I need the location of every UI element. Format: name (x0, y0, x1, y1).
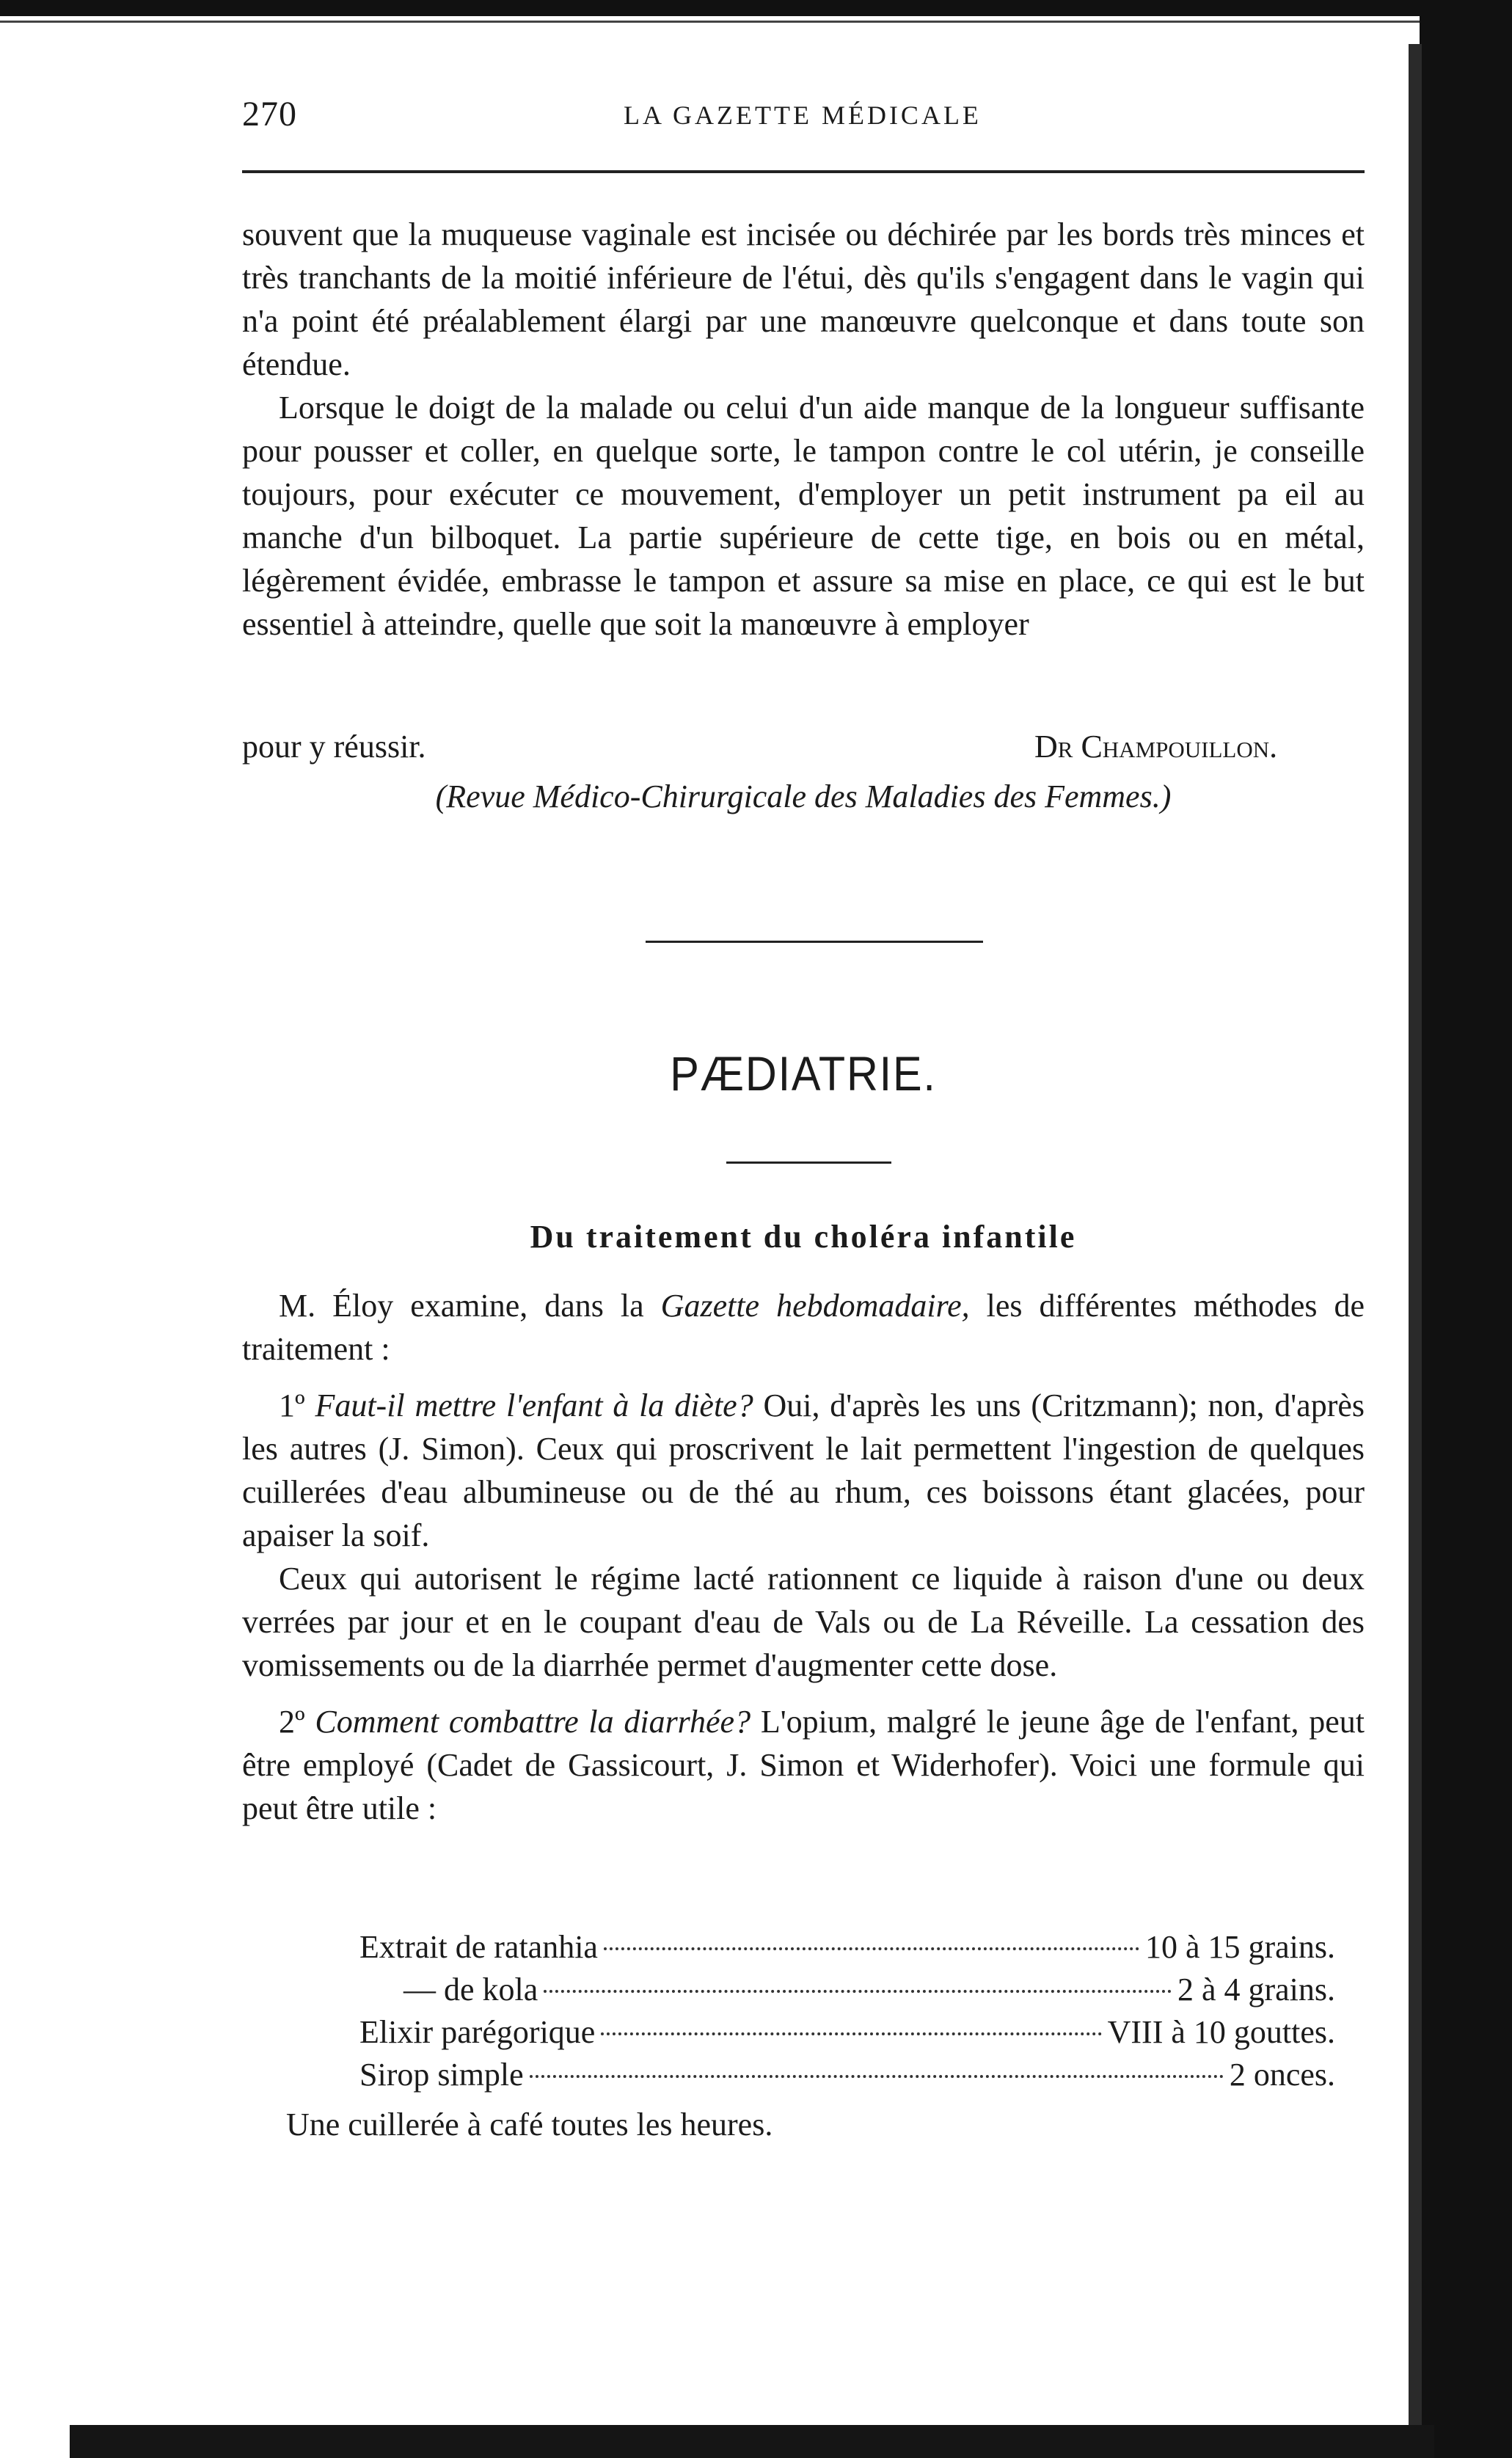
paragraph: souvent que la muqueuse vaginale est incisée ou déchirée par les bords très minces et très tranchants de la moitié inférieure de l'étui, dès qu'ils s'engagent dans le vagin qui n'a point été préalablement élargi par une manœuvre quelconque et dans toute son étendue. (242, 216, 1365, 382)
formula-row (359, 1926, 1335, 1969)
article-title: Du traitement du choléra infantile (530, 1219, 1077, 1255)
formula-row (359, 1969, 1335, 2011)
dose: 2 onces. (1229, 2057, 1335, 2093)
intro-prefix: M. Éloy examine, dans la (279, 1288, 644, 1324)
question-1-paragraph (242, 1384, 1365, 1557)
question-number: 2º (279, 1704, 305, 1740)
dose: VIII à 10 gouttes. (1107, 2014, 1335, 2050)
journal-title: LA GAZETTE MÉDICALE (624, 101, 982, 130)
closing-words: pour y réussir. (242, 729, 426, 765)
formula-row (359, 2054, 1335, 2096)
question-2-paragraph (242, 1700, 1365, 1830)
title-divider (726, 1161, 891, 1164)
header-rule (242, 170, 1365, 173)
intro-paragraph (242, 1284, 1365, 1371)
followup-paragraph: Ceux qui autorisent le régime lacté rationnent ce liquide à raison d'une ou deux verrées par jour et en le coupant d'eau de Vals ou de La Réveille. La cessation des vomissements ou de la diarrhée permet d'augmenter cette dose. (242, 1561, 1365, 1683)
dose: 2 à 4 grains. (1177, 1972, 1335, 2007)
source-citation: (Revue Médico-Chirurgicale des Maladies des Femmes.) (435, 778, 1172, 814)
closing-instruction: Une cuillerée à café toutes les heures. (286, 2107, 773, 2142)
page-number: 270 (242, 95, 297, 134)
leader-dots (601, 2032, 1101, 2035)
ingredient: Elixir parégorique (359, 2014, 596, 2050)
ingredient: Sirop simple (359, 2057, 524, 2093)
previous-article-body (242, 213, 1365, 646)
dose: 10 à 15 grains. (1144, 1929, 1335, 1965)
answer-text: Oui, d'après les uns (Critzmann); non, d'après les autres (J. Simon). Ceux qui proscrivent le lait permettent l'ingestion de quelques cuillerées d'eau albumineuse ou de thé au rhum, ces boissons étant glacées, pour apaiser la soif. (242, 1387, 1365, 1553)
formula-list (359, 1926, 1335, 2096)
formula-row (359, 2011, 1335, 2054)
section-divider (646, 941, 983, 943)
author-name: Dr Champouillon. (1034, 729, 1278, 765)
scan-border-bottom (70, 2425, 1434, 2458)
leader-dots (604, 1947, 1139, 1950)
running-head (242, 94, 1357, 153)
leader-dots (544, 1990, 1172, 1993)
ingredient: Extrait de ratanhia (359, 1929, 598, 1965)
scan-border-right-inner (1409, 44, 1422, 2429)
journal-reference: Gazette hebdomadaire, (660, 1288, 970, 1324)
signature-line (242, 728, 1365, 772)
scan-border-right (1420, 0, 1512, 2458)
article-body (242, 1284, 1365, 1830)
ingredient: — de kola (403, 1972, 538, 2007)
section-title: PÆDIATRIE. (670, 1046, 937, 1101)
intro-suffix: les différentes méthodes de traitement : (242, 1288, 1365, 1367)
question-text: Comment combattre la diarrhée? (315, 1704, 751, 1740)
leader-dots (530, 2075, 1224, 2078)
paragraph: Lorsque le doigt de la malade ou celui d'un aide manque de la longueur suffisante pour pousser et coller, en quelque sorte, le tampon contre le col utérin, je conseille toujours, pour exécuter ce mouvement, d'employer un petit instrument pa eil au manche d'un bilboquet. La partie supérieure de cette tige, en bois ou en métal, légèrement évidée, embrasse le tampon et assure sa mise en place, ce qui est le but essentiel à atteindre, quelle que soit la manœuvre à employer (242, 390, 1365, 642)
question-text: Faut-il mettre l'enfant à la diète? (315, 1387, 753, 1423)
answer-text: L'opium, malgré le jeune âge de l'enfant, peut être employé (Cadet de Gassicourt, J. Simon et Widerhofer). Voici une formule qui peut être utile : (242, 1704, 1365, 1826)
question-number: 1º (279, 1387, 305, 1423)
